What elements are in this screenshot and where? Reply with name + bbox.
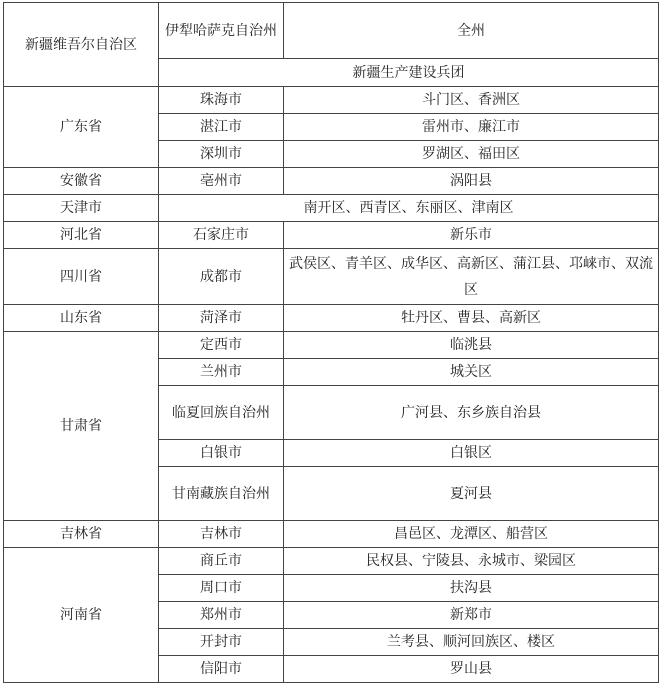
city-cell: 郑州市 (159, 602, 284, 629)
district-cell: 武侯区、青羊区、成华区、高新区、蒲江县、邛崃市、双流区 (284, 249, 659, 305)
table-row (4, 195, 659, 222)
district-cell: 全州 (284, 3, 659, 59)
district-cell: 斗门区、香洲区 (284, 87, 659, 114)
city-cell: 亳州市 (159, 168, 284, 195)
province-cell: 新疆维吾尔自治区 (4, 3, 159, 87)
district-cell: 新郑市 (284, 602, 659, 629)
city-cell: 吉林市 (159, 521, 284, 548)
city-cell: 周口市 (159, 575, 284, 602)
table-row (4, 249, 659, 305)
province-cell: 四川省 (4, 249, 159, 305)
district-cell: 新疆生产建设兵团 (159, 59, 659, 87)
province-cell: 甘肃省 (4, 332, 159, 521)
city-cell: 定西市 (159, 332, 284, 359)
district-cell: 兰考县、顺河回族区、楼区 (284, 629, 659, 656)
district-cell: 昌邑区、龙潭区、船营区 (284, 521, 659, 548)
district-cell: 夏河县 (284, 467, 659, 521)
province-cell: 河南省 (4, 548, 159, 683)
table-row (4, 222, 659, 249)
district-cell: 白银区 (284, 440, 659, 467)
city-cell: 白银市 (159, 440, 284, 467)
province-cell: 河北省 (4, 222, 159, 249)
province-cell: 吉林省 (4, 521, 159, 548)
city-cell: 菏泽市 (159, 305, 284, 332)
city-cell: 开封市 (159, 629, 284, 656)
province-cell: 天津市 (4, 195, 159, 222)
province-cell: 广东省 (4, 87, 159, 168)
city-cell: 湛江市 (159, 114, 284, 141)
district-cell: 罗湖区、福田区 (284, 141, 659, 168)
city-cell: 珠海市 (159, 87, 284, 114)
district-cell: 涡阳县 (284, 168, 659, 195)
city-cell: 甘南藏族自治州 (159, 467, 284, 521)
city-cell: 商丘市 (159, 548, 284, 575)
table-row (4, 87, 659, 114)
table-row (4, 521, 659, 548)
city-cell: 深圳市 (159, 141, 284, 168)
city-cell: 石家庄市 (159, 222, 284, 249)
province-cell: 山东省 (4, 305, 159, 332)
district-cell: 罗山县 (284, 656, 659, 683)
province-cell: 安徽省 (4, 168, 159, 195)
district-cell: 城关区 (284, 359, 659, 386)
city-cell: 伊犁哈萨克自治州 (159, 3, 284, 59)
table-row (4, 168, 659, 195)
city-cell: 临夏回族自治州 (159, 386, 284, 440)
table-row (4, 548, 659, 575)
table-row (4, 305, 659, 332)
regions-table (3, 2, 659, 683)
district-cell: 新乐市 (284, 222, 659, 249)
district-cell: 牡丹区、曹县、高新区 (284, 305, 659, 332)
district-cell: 临洮县 (284, 332, 659, 359)
district-cell: 扶沟县 (284, 575, 659, 602)
city-cell: 兰州市 (159, 359, 284, 386)
district-cell: 广河县、东乡族自治县 (284, 386, 659, 440)
district-cell: 民权县、宁陵县、永城市、梁园区 (284, 548, 659, 575)
district-cell: 雷州市、廉江市 (284, 114, 659, 141)
district-cell: 南开区、西青区、东丽区、津南区 (159, 195, 659, 222)
city-cell: 成都市 (159, 249, 284, 305)
table-row (4, 332, 659, 359)
city-cell: 信阳市 (159, 656, 284, 683)
table-row (4, 3, 659, 59)
